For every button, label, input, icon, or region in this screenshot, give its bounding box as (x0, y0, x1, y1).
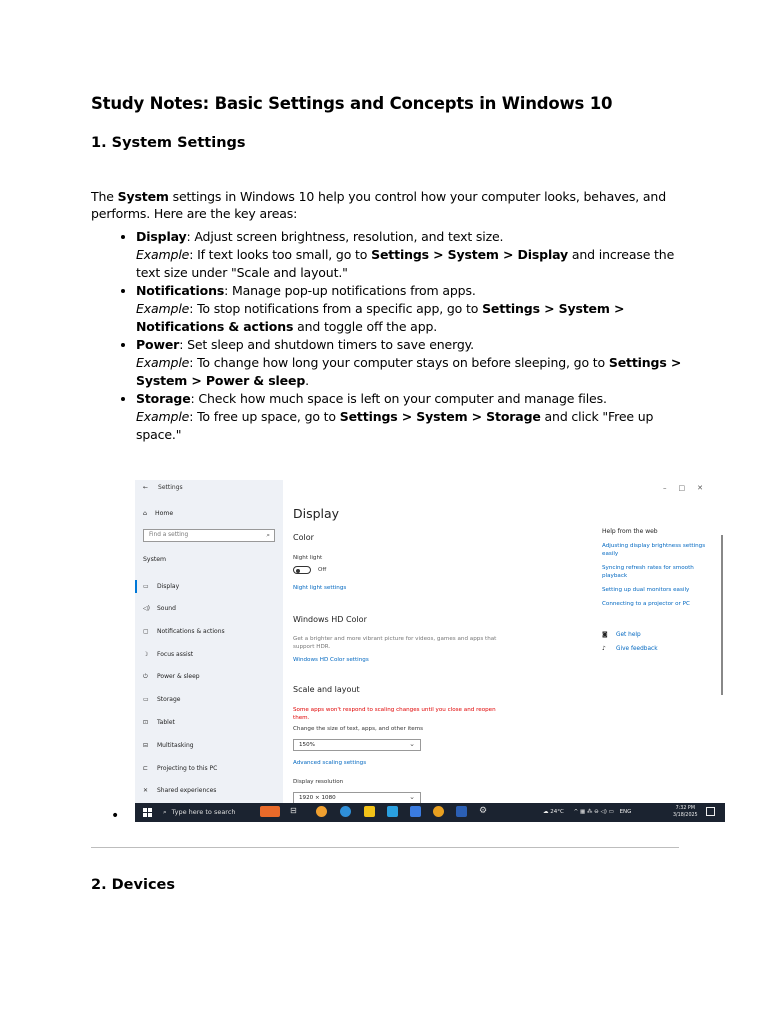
example-text: : If text looks too small, go to (189, 247, 372, 262)
scale-value: 150% (299, 742, 315, 748)
item-name: Power (136, 337, 180, 352)
gear-icon[interactable]: ⚙ (479, 806, 488, 816)
item-desc: : Manage pop-up notifications from apps. (224, 283, 476, 298)
system-category-label: System (143, 556, 167, 563)
item-desc: : Check how much space is left on your computer and manage files. (190, 391, 607, 406)
windows-start-icon[interactable] (143, 808, 152, 817)
give-feedback-link[interactable] (602, 646, 658, 652)
example-tail: and increase the text size under "Scale and layout." (136, 247, 675, 280)
example-tail: . (305, 373, 309, 388)
sidebar-item-projecting[interactable] (143, 765, 217, 772)
resolution-value: 1920 × 1080 (299, 795, 336, 801)
moon-icon: ☽ (143, 651, 149, 658)
item-name: Notifications (136, 283, 225, 298)
window-title-bar (143, 484, 183, 491)
sidebar-item-label: Display (157, 583, 180, 590)
sidebar-item-notifications[interactable] (143, 628, 225, 635)
sidebar-item-multitasking[interactable] (143, 742, 194, 749)
get-help-link[interactable] (602, 632, 641, 638)
example-tail: and click "Free up space." (136, 409, 654, 442)
sidebar-item-sound[interactable] (143, 605, 176, 612)
hdr-heading: Windows HD Color (293, 615, 367, 624)
hdr-description: Get a brighter and more vibrant picture for videos, games and apps that support HDR. (293, 636, 497, 650)
help-link-dual-monitors[interactable]: Setting up dual monitors easily (602, 587, 690, 593)
sidebar-item-storage[interactable] (143, 696, 180, 703)
sidebar-item-label: Multitasking (157, 742, 194, 749)
section-divider (91, 847, 679, 848)
help-link-brightness[interactable]: Adjusting display brightness settings easily (602, 543, 706, 557)
item-name: Storage (136, 391, 191, 406)
list-item-notifications (136, 282, 696, 336)
settings-path: Settings > System > Storage (339, 409, 541, 424)
projector-icon: ⊏ (143, 765, 149, 772)
search-placeholder: Find a setting (149, 532, 189, 538)
home-label: Home (154, 510, 174, 517)
page-title: Display (293, 506, 340, 521)
tray-icons[interactable]: ^ ▦ ⁂ ⊖ ◁) ▭ (573, 809, 614, 815)
example-label: Example (136, 355, 190, 370)
night-light-label: Night light (293, 555, 323, 561)
item-desc: : Set sleep and shutdown timers to save energy. (179, 337, 474, 352)
weather-icon[interactable]: ☁ (543, 809, 549, 815)
sidebar-item-label: Notifications & actions (157, 628, 225, 635)
intro-paragraph (91, 188, 671, 223)
file-explorer-icon[interactable] (364, 806, 375, 817)
search-icon: ⌕ (266, 531, 270, 539)
color-heading: Color (293, 533, 314, 542)
help-heading: Help from the web (602, 528, 658, 535)
help-link-projector[interactable]: Connecting to a projector or PC (602, 601, 690, 607)
taskbar (135, 803, 725, 822)
weather-temp[interactable]: 24°C (550, 809, 564, 815)
sidebar-item-label: Sound (157, 605, 176, 612)
taskbar-clock[interactable] (673, 805, 698, 819)
search-icon: ⌕ (163, 808, 167, 816)
sidebar-item-label: Storage (157, 696, 181, 703)
news-widget-icon[interactable] (260, 806, 280, 817)
tablet-icon: ⊡ (143, 719, 149, 726)
task-view-icon[interactable]: ⊟ (290, 806, 297, 815)
help-link-refresh[interactable]: Syncing refresh rates for smooth playback (602, 565, 694, 579)
settings-path: Settings > System > Power & sleep (136, 355, 682, 388)
find-setting-input[interactable] (143, 529, 275, 542)
multitasking-icon: ⊟ (143, 742, 149, 749)
store-icon[interactable] (387, 806, 398, 817)
language-indicator[interactable]: ENG (619, 809, 632, 815)
scrollbar[interactable] (721, 535, 723, 695)
item-name: Display (136, 229, 187, 244)
display-settings-pane (293, 480, 593, 803)
sidebar-item-focus-assist[interactable] (143, 651, 193, 658)
get-help-label: Get help (616, 632, 641, 638)
copilot-icon[interactable] (316, 806, 327, 817)
chevron-down-icon: ⌄ (409, 793, 415, 801)
settings-list (91, 228, 696, 444)
feedback-icon: ♪ (602, 646, 606, 652)
give-feedback-label: Give feedback (616, 646, 658, 652)
example-label: Example (136, 247, 190, 262)
home-icon: ⌂ (143, 510, 147, 517)
intro-text: The (91, 188, 118, 204)
taskbar-search-text: Type here to search (171, 808, 236, 816)
back-arrow-icon[interactable]: ← (143, 484, 149, 491)
chrome-icon[interactable] (433, 806, 444, 817)
settings-path: Settings > System > Notifications & actions (136, 301, 625, 334)
example-label: Example (136, 409, 190, 424)
night-light-toggle[interactable] (293, 566, 311, 574)
intro-text-cont: settings in Windows 10 help you control how your computer looks, behaves, and performs. Here are the key areas: (91, 188, 666, 221)
sidebar-item-label: Focus assist (157, 651, 194, 658)
intro-bold: System (117, 188, 169, 204)
scale-dropdown[interactable] (293, 739, 421, 751)
scale-heading: Scale and layout (293, 685, 360, 694)
edge-icon[interactable] (340, 806, 351, 817)
section-heading-devices: 2. Devices (91, 877, 175, 893)
notification-icon: ▢ (143, 628, 149, 635)
word-icon[interactable] (456, 806, 467, 817)
settings-path: Settings > System > Display (371, 247, 569, 262)
list-item-power (136, 336, 696, 390)
chevron-down-icon: ⌄ (409, 740, 415, 748)
item-desc: : Adjust screen brightness, resolution, and text size. (186, 229, 504, 244)
document-title: Study Notes: Basic Settings and Concepts in Windows 10 (91, 94, 613, 113)
storage-icon: ▭ (143, 696, 149, 703)
help-chat-icon: ◙ (602, 632, 608, 638)
system-tray (543, 803, 631, 822)
window-title: Settings (158, 484, 183, 491)
scaling-warning: Some apps won't respond to scaling changes until you close and reopen them. (293, 707, 496, 721)
image-bullet: • (111, 808, 120, 824)
night-light-settings-link[interactable]: Night light settings (293, 585, 347, 591)
speaker-icon: ◁) (143, 605, 150, 612)
power-icon: ⏻ (143, 673, 148, 680)
sidebar-item-tablet[interactable] (143, 719, 175, 726)
sidebar-item-home[interactable] (143, 510, 173, 517)
monitor-icon: ▭ (143, 583, 149, 590)
list-item-storage (136, 390, 696, 444)
example-label: Example (136, 301, 190, 316)
example-text: : To change how long your computer stays on before sleeping, go to (189, 355, 609, 370)
selected-indicator (135, 580, 137, 593)
sidebar-item-shared-experiences[interactable] (143, 787, 216, 794)
advanced-scaling-link[interactable]: Advanced scaling settings (293, 760, 367, 766)
sidebar-item-display[interactable] (143, 583, 179, 590)
example-text: : To free up space, go to (189, 409, 340, 424)
clock-time: 7:32 PM (675, 806, 695, 811)
shared-icon: ✕ (143, 787, 149, 794)
sidebar-item-label: Tablet (157, 719, 175, 726)
settings-sidebar (135, 480, 283, 803)
notification-center-icon[interactable] (706, 807, 715, 816)
sidebar-item-label: Shared experiences (157, 787, 217, 794)
app-icon[interactable] (410, 806, 421, 817)
sidebar-item-label: Projecting to this PC (157, 765, 218, 772)
clock-date: 3/18/2025 (673, 813, 698, 818)
sidebar-item-power-sleep[interactable] (143, 673, 200, 681)
display-resolution-label: Display resolution (293, 779, 344, 785)
hdr-settings-link[interactable]: Windows HD Color settings (293, 657, 369, 663)
example-tail: and toggle off the app. (293, 319, 438, 334)
list-item-display (136, 228, 696, 282)
window-controls[interactable]: –□✕ (663, 484, 715, 492)
change-size-label: Change the size of text, apps, and other items (293, 726, 424, 732)
taskbar-search[interactable] (163, 803, 258, 822)
section-heading-system-settings: 1. System Settings (91, 135, 246, 151)
example-text: : To stop notifications from a specific app, go to (189, 301, 483, 316)
settings-screenshot (135, 480, 725, 822)
sidebar-item-label: Power & sleep (157, 673, 200, 680)
toggle-state: Off (318, 567, 327, 573)
